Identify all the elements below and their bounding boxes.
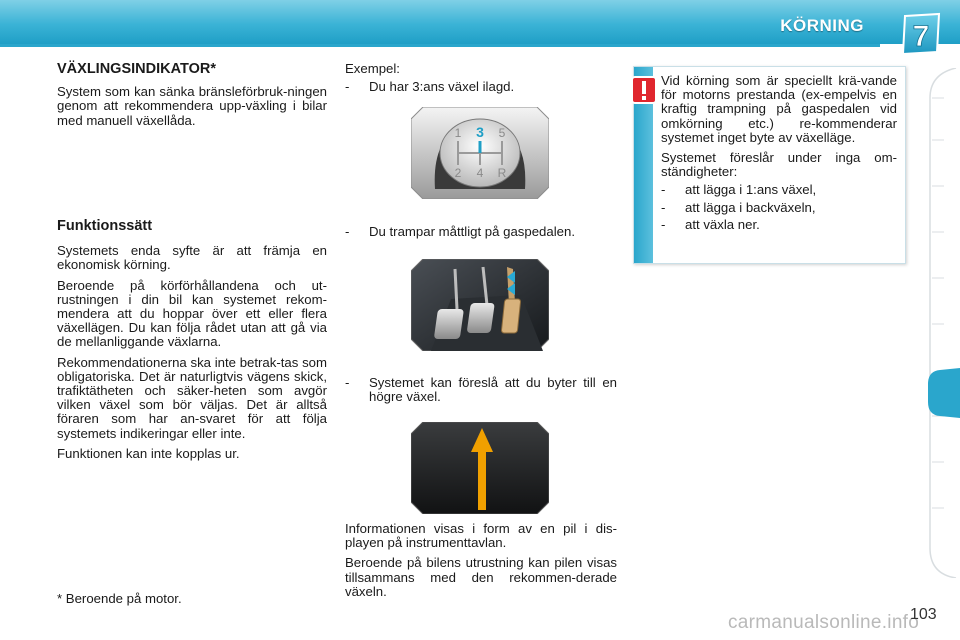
example-step-3: - Systemet kan föreslå att du byter till en högre växel. [345,375,617,405]
exclamation-icon [628,75,660,105]
active-chapter-tab [928,368,960,418]
info-text [345,522,617,605]
body-paragraph: Beroende på körförhållandena och ut-rustningen i din bil kan systemet rekom-mendera att du hoppar över ett eller flera växellägen. Du kan följa rådet utan att gå via de mellanliggande växlarna. [57,277,327,350]
upshift-arrow-display [411,422,549,514]
warning-list-item: - att lägga i 1:ans växel, [661,182,817,198]
warning-list-item: - att växla ner. [661,216,760,232]
footnote: * Beroende på motor. [57,591,182,606]
body-paragraph: Systemets enda syfte är att främja en ekonomisk körning. [57,243,327,273]
pedals-image [411,259,549,351]
warning-paragraph: Systemet föreslår under inga om-ständigheter: [661,150,897,180]
info-paragraph: Informationen visas i form av en pil i dis-playen på instrumenttavlan. [345,521,617,551]
warning-note-box [633,66,906,264]
gear-label-engaged: 3 [476,124,484,140]
body-paragraph: Rekommendationerna ska inte betrak-tas som obligatoriska. Det är naturligtvis vägens skick, trafiktätheten och säker-heten som avgör vilken växel som bör väljas. Det är alltså föraren som har an-svaret för att följa systemets indikeringar eller inte. [57,354,327,441]
watermark: carmanualsonline.info [728,612,920,633]
warning-text [661,74,897,232]
gear-label: 5 [498,126,506,140]
intro-paragraph: System som kan sänka bränsleförbruk-ningen genom att rekommendera upp-växling i bilar med manuell växellåda. [57,84,327,128]
warning-list-item: - att lägga i backväxeln, [661,199,816,215]
left-column-operation [57,219,327,467]
gear-label: 2 [454,166,462,180]
chapter-number: 7 [912,20,930,53]
subsection-heading: Funktionssätt [57,218,153,234]
left-column [57,62,327,134]
example-step-2: - Du trampar måttligt på gaspedalen. [345,224,575,239]
header-divider [0,44,880,47]
section-heading: VÄXLINGSINDIKATOR* [57,61,216,77]
gear-label: 4 [476,166,484,180]
page-number: 103 [910,606,937,623]
chapter-badge [899,12,943,56]
example-step: - Du har 3:ans växel ilagd. [345,79,515,95]
chapter-title: KÖRNING [780,16,864,35]
example-label: Exempel: - Du har 3:ans växel ilagd. [345,62,617,94]
warning-paragraph: Vid körning som är speciellt krä-vande för motorns prestanda (ex-empelvis en kraftig trampning på gaspedalen vid omkörning etc.) re-kommenderar systemet inget byte av växelläge. [661,73,897,145]
chapter-side-tabs [926,68,960,578]
info-paragraph: Beroende på bilens utrustning kan pilen visas tillsammans med den rekommen-derade växeln. [345,555,617,599]
body-paragraph: Funktionen kan inte kopplas ur. [57,445,240,461]
gear-knob-image [411,107,549,199]
gear-label: 1 [454,126,462,140]
gear-label: R [497,166,507,180]
